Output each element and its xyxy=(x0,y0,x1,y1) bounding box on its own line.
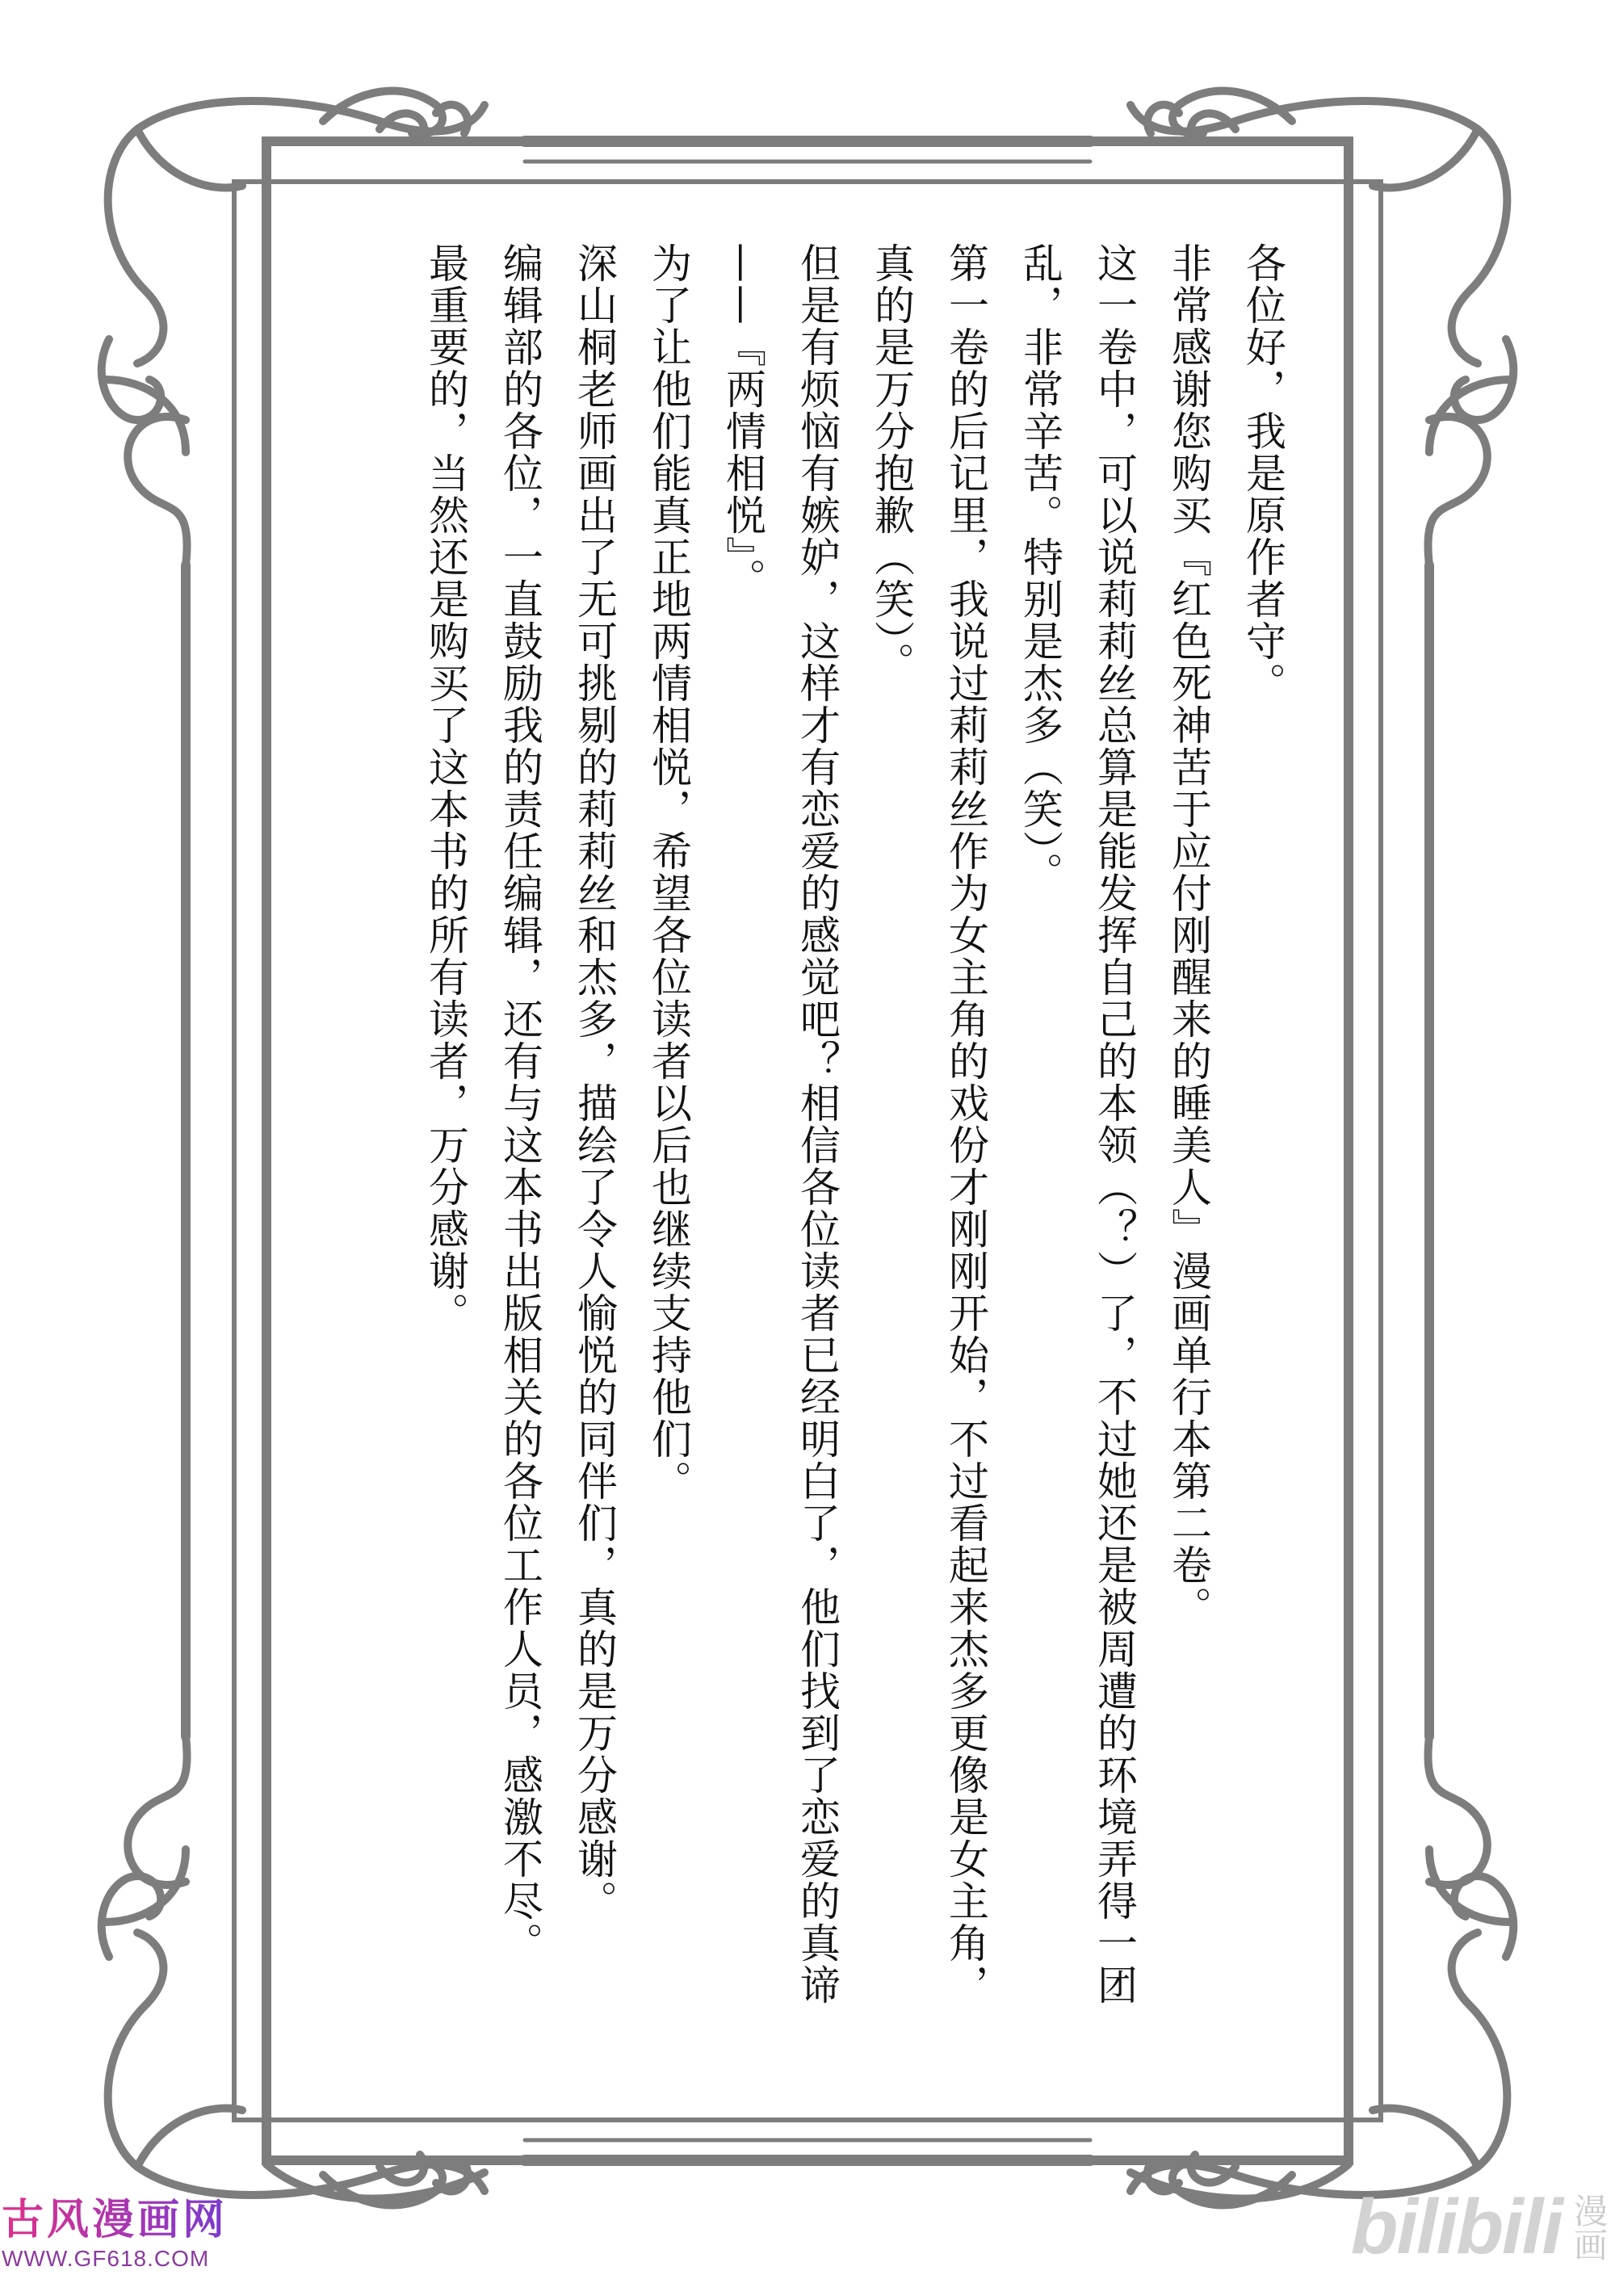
paragraph-thanks-purchase: 非常感谢您购买『红色死神苦于应付刚醒来的睡美人』漫画单行本第二卷。 xyxy=(1165,242,1212,1628)
bilibili-watermark xyxy=(1351,2183,1607,2272)
site-watermark-url: WWW.GF618.COM xyxy=(2,2246,210,2271)
paragraph-editor-thanks: 编辑部的各位，一直鼓励我的责任编辑，还有与这本书出版相关的各位工作人员，感激不尽。 xyxy=(497,242,543,1964)
bilibili-logo: bilibili xyxy=(1350,2184,1562,2270)
site-watermark-name: 古风漫画网 xyxy=(2,2185,228,2246)
paragraph-first-volume-note: 第一卷的后记里，我说过莉莉丝作为女主角的戏份才刚刚开始，不过看起来杰多更像是女主角，真的是万分抱歉（笑）。 xyxy=(868,242,989,2006)
paragraph-greeting: 各位好，我是原作者守。 xyxy=(1240,242,1286,704)
side-ornament-right xyxy=(1428,380,1510,1922)
paragraph-romance: 但是有烦恼有嫉妒，这样才有恋爱的感觉吧？相信各位读者已经明白了，他们找到了恋爱的真谛——『两情相悦』。 xyxy=(719,242,841,2006)
paragraph-reader-thanks: 最重要的，当然还是购买了这本书的所有读者，万分感谢。 xyxy=(422,242,469,1334)
paragraph-support-request: 为了让他们能真正地两情相悦，希望各位读者以后也继续支持他们。 xyxy=(645,242,692,1502)
side-ornament-left xyxy=(105,380,187,1922)
paragraph-illustrator-thanks: 深山桐老师画出了无可挑剔的莉莉丝和杰多，描绘了令人愉悦的同伴们，真的是万分感谢。 xyxy=(571,242,618,1922)
afterword-text xyxy=(409,242,1300,2019)
paragraph-volume-summary: 这一卷中，可以说莉莉丝总算是能发挥自己的本领（？）了，不过她还是被周遭的环境弄得一团乱，非常辛苦。特别是杰多（笑）。 xyxy=(1017,242,1138,2006)
site-watermark xyxy=(2,2185,228,2272)
bilibili-label: 漫画 xyxy=(1569,2193,1609,2261)
